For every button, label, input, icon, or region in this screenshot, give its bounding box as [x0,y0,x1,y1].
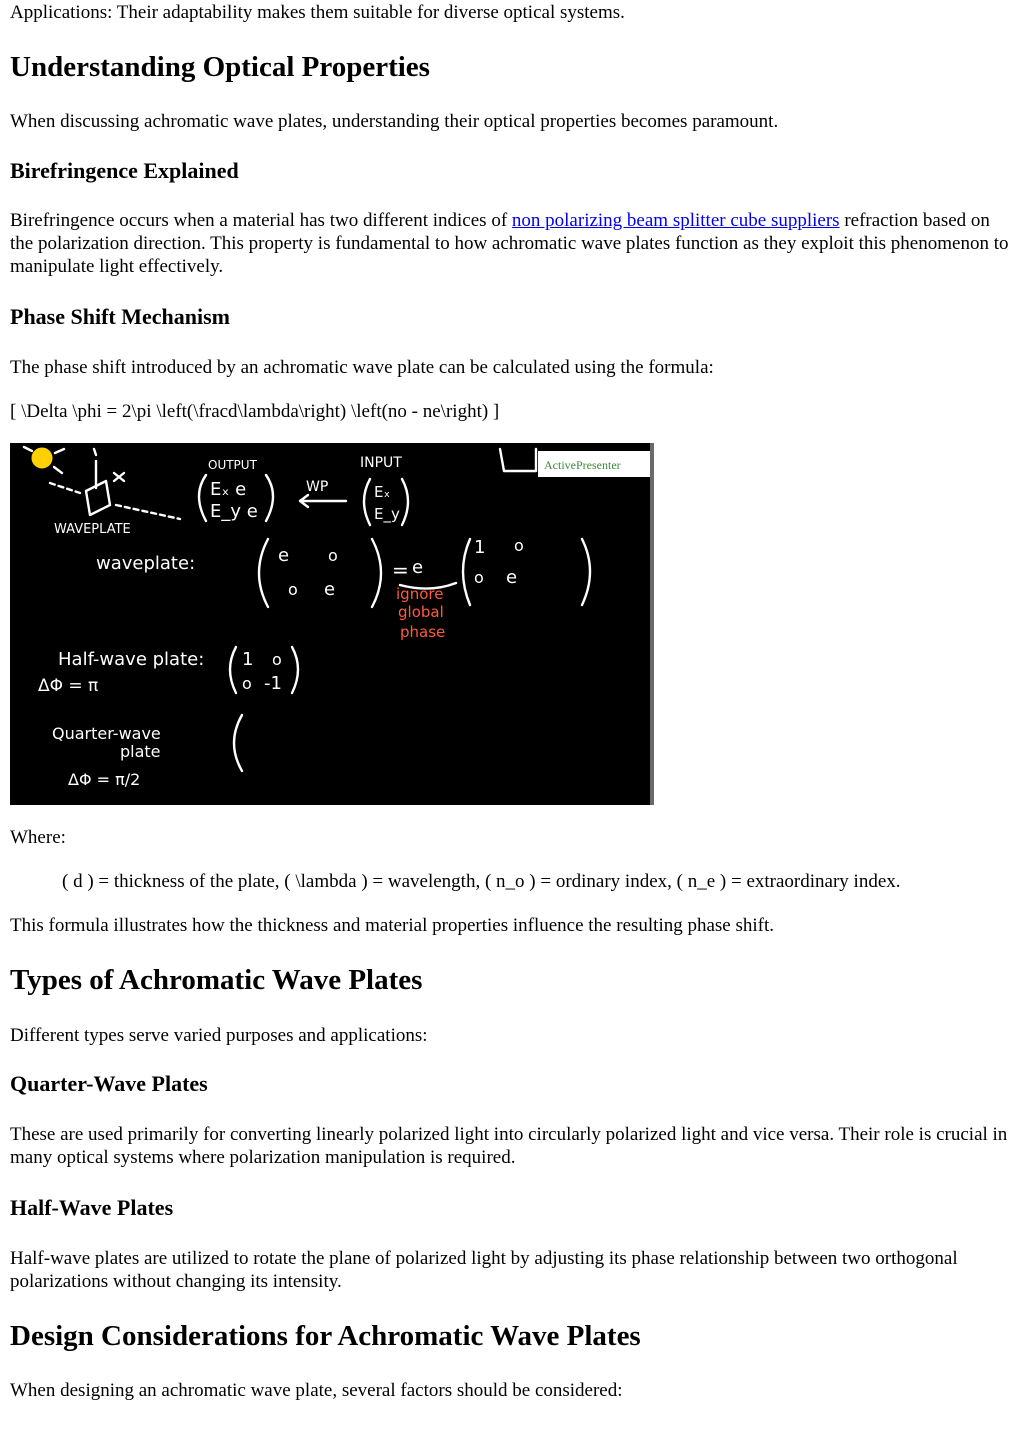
output-ex: Eₓ e [210,479,247,500]
label-half-wave: Half-wave plate: [58,649,205,670]
red-note-phase: phase [400,623,446,641]
label-waveplate: waveplate: [96,553,196,574]
half-a22: -1 [264,673,282,694]
matrix-a12: o [328,546,338,565]
label-output: OUTPUT [208,458,257,472]
label-quarter-phase: ΔΦ = π/2 [68,770,141,789]
paragraph-quarter-wave: These are used primarily for converting linearly polarized light into circularly polarized light and vice versa. Their role is crucial in many optical systems where polarization manipulation is required. [10,1124,1008,1168]
label-quarter-2: plate [120,742,161,761]
waveplate-lecture-image [10,443,654,805]
half-a11: 1 [242,649,254,670]
light-source-icon [32,448,52,468]
matrix-a22: e [324,579,336,600]
heading-birefringence: Birefringence Explained [10,158,239,183]
half-a21: o [242,674,252,693]
matrix-b12: o [514,536,524,555]
heading-half-wave: Half-Wave Plates [10,1195,174,1220]
heading-quarter-wave: Quarter-Wave Plates [10,1071,208,1096]
factor-e: e [412,557,424,578]
matrix-b22: e [506,567,518,588]
red-note-ignore: ignore [396,585,444,603]
heading-design: Design Considerations for Achromatic Wave Plates [10,1320,641,1352]
label-quarter-1: Quarter-wave [52,724,161,743]
paragraph-birefringence [10,209,1014,278]
matrix-b21: o [474,568,484,587]
where-label: Where: [10,827,66,848]
label-half-phase: ΔΦ = π [38,676,99,696]
heading-optical-properties: Understanding Optical Properties [10,51,430,83]
matrix-a21: o [288,580,298,599]
input-ey: E_y [374,505,400,523]
output-ey: E_y e [210,501,258,522]
intro-line: Applications: Their adaptability makes them suitable for diverse optical systems. [10,2,625,23]
paragraph-optical-properties: When discussing achromatic wave plates, understanding their optical properties becomes paramount. [10,111,779,132]
where-definitions: ( d ) = thickness of the plate, ( \lambda ) = wavelength, ( n_o ) = ordinary index, ( n_e ) = extraordinary index. [62,871,901,892]
paragraph-formula-note: This formula illustrates how the thickness and material properties influence the resulting phase shift. [10,915,775,936]
paragraph-types: Different types serve varied purposes and applications: [10,1025,428,1046]
input-ex: Eₓ [374,483,391,501]
half-a12: o [272,650,282,669]
formula-text: [ \Delta \phi = 2\pi \left(\fracd\lambda\right) \left(no - ne\right) ] [10,401,500,422]
birefringence-text-start: Birefringence occurs when a material has two different indices of [10,210,512,231]
birefringence-text-end: refraction based on the polarization direction. This property is fundamental to how achromatic wave plates function as they exploit this phenomenon to manipulate light effectively. [10,210,1009,277]
paragraph-phase-shift: The phase shift introduced by an achromatic wave plate can be calculated using the formula: [10,357,714,378]
heading-phase-shift: Phase Shift Mechanism [10,304,230,329]
label-input: INPUT [360,455,402,471]
watermark-text: ActivePresenter [544,458,621,472]
red-note-global: global [398,603,444,621]
label-waveplate-caps: WAVEPLATE [54,522,131,537]
paragraph-design: When designing an achromatic wave plate, several factors should be considered: [10,1380,623,1401]
paragraph-half-wave: Half-wave plates are utilized to rotate the plane of polarized light by adjusting its phase relationship between two orthogonal polarizations without changing its intensity. [10,1248,958,1292]
matrix-a11: e [278,545,290,566]
matrix-b11: 1 [474,537,486,558]
beam-splitter-link[interactable]: non polarizing beam splitter cube suppliers [511,210,840,231]
equals-sign: = [392,558,409,582]
heading-types: Types of Achromatic Wave Plates [10,964,423,996]
label-wp: WP [306,479,329,495]
